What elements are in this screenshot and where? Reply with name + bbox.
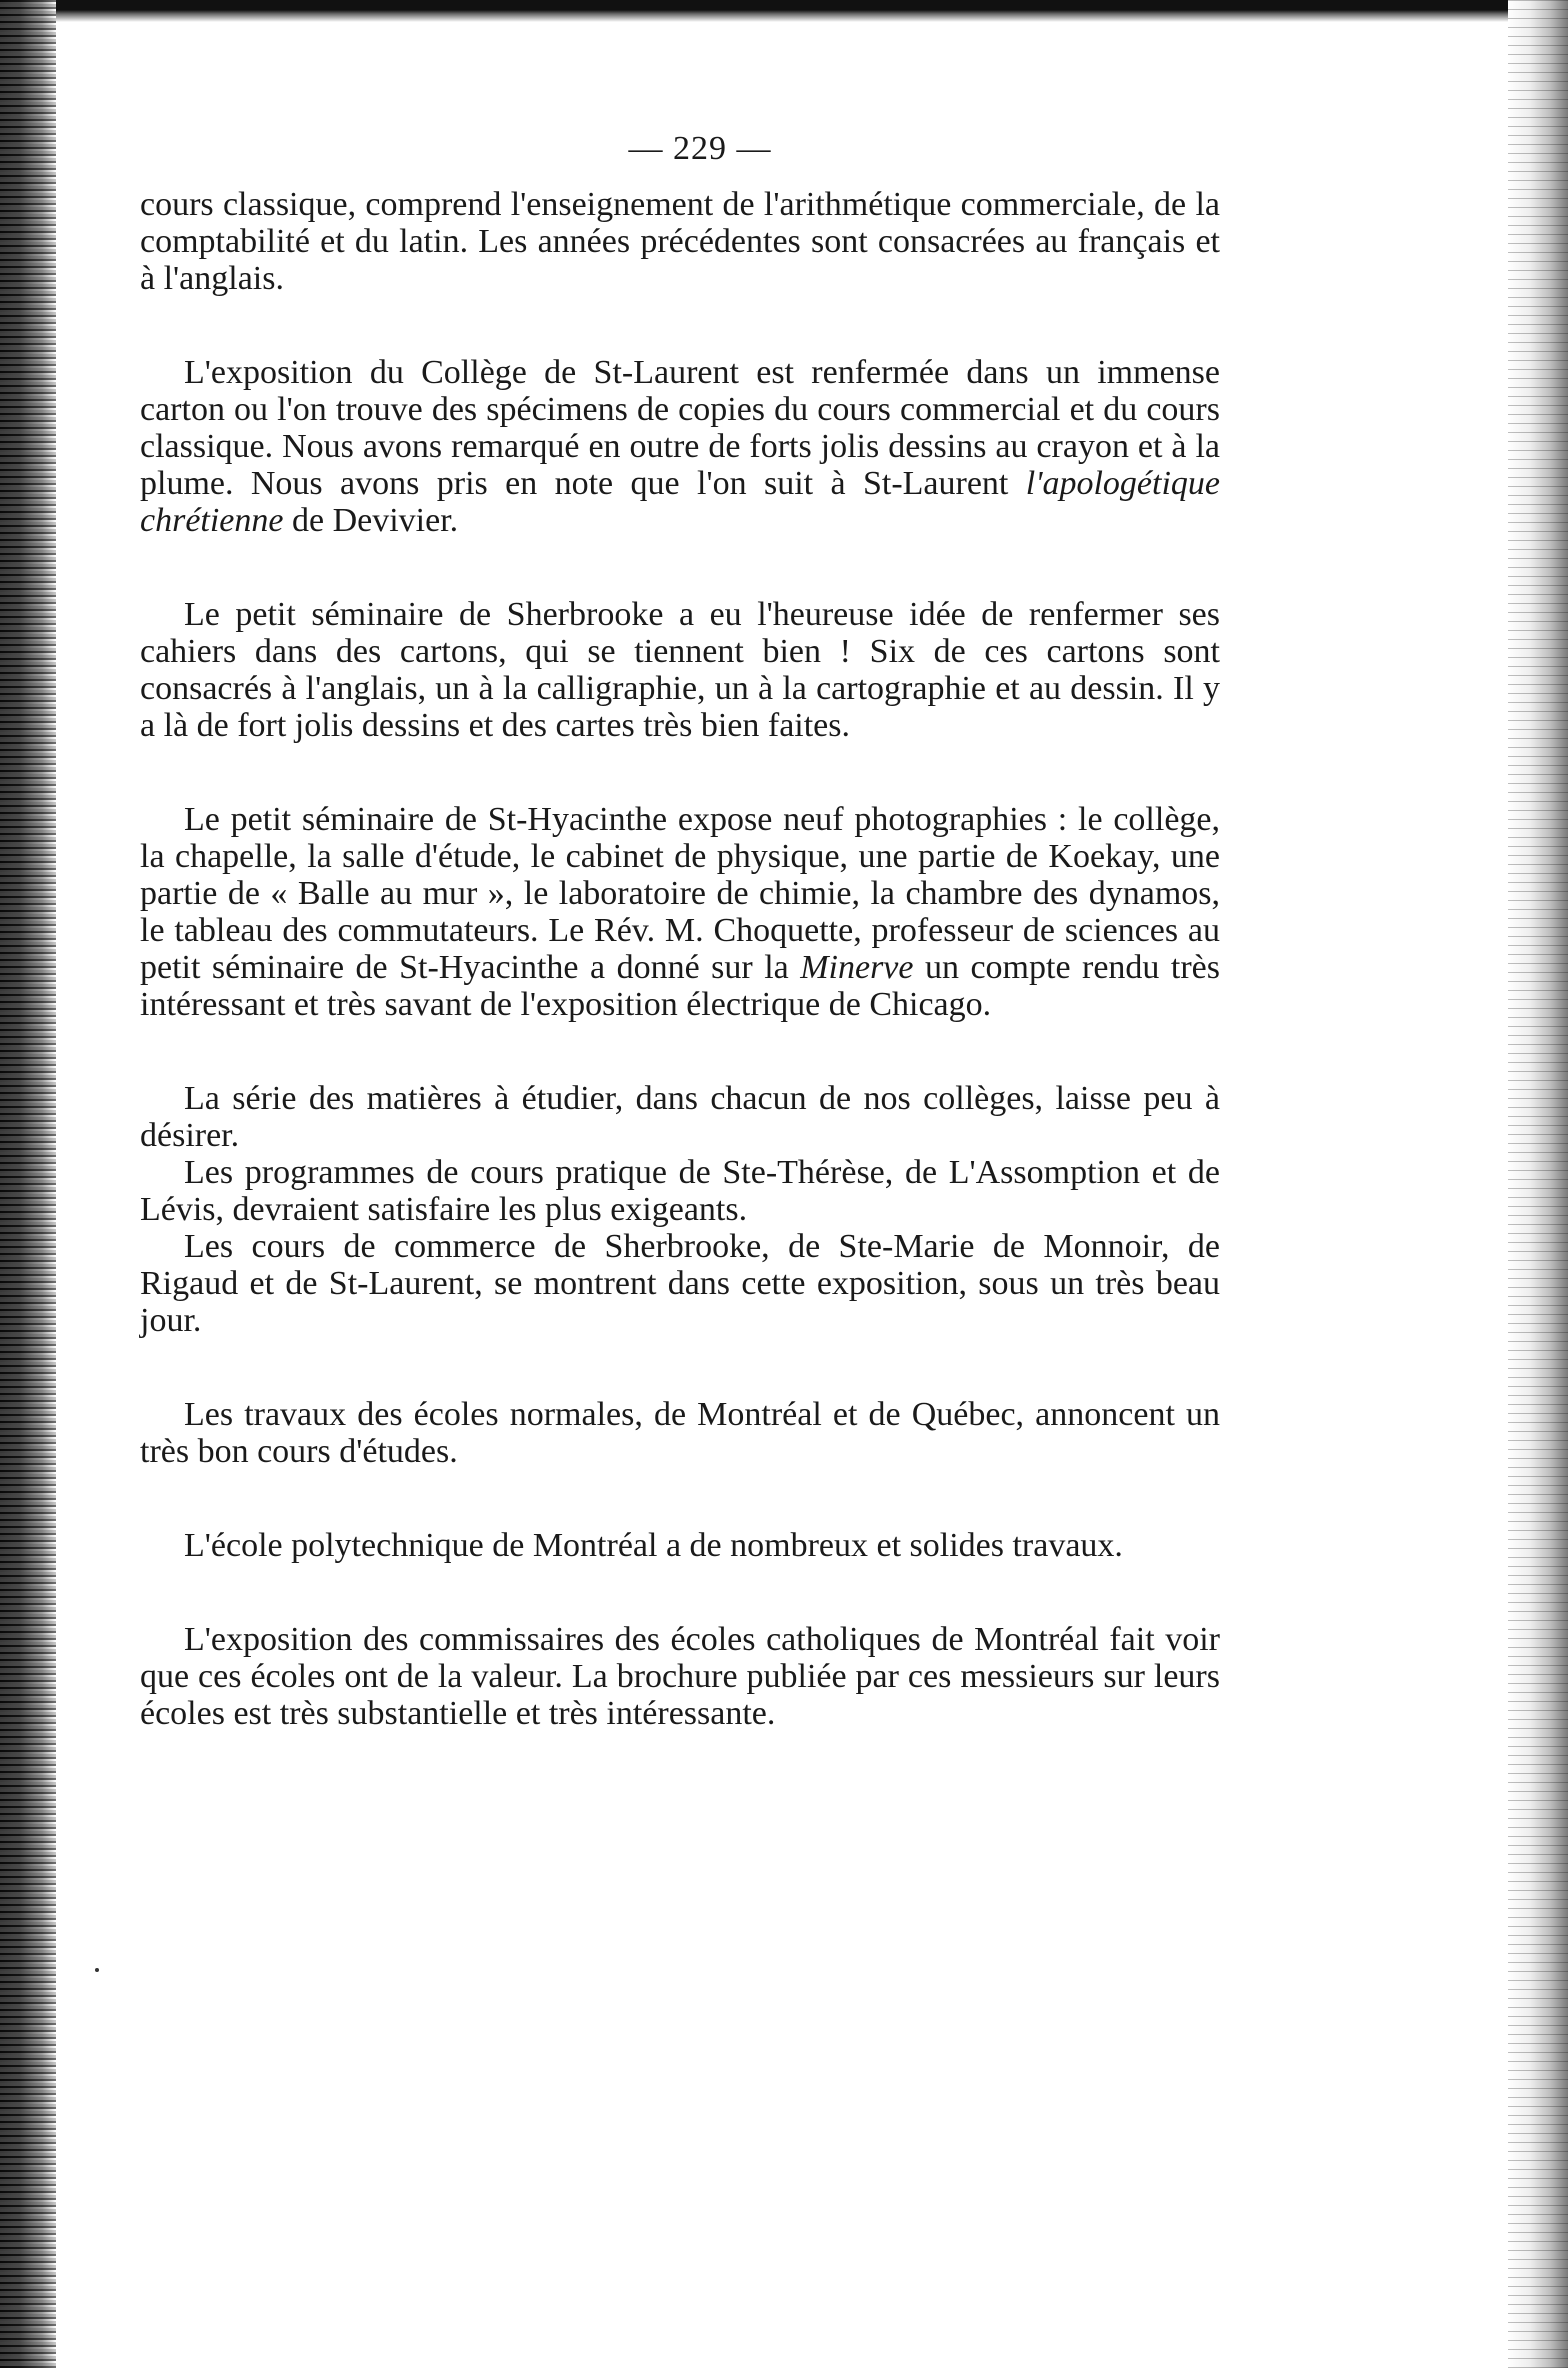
paragraph-text: Les programmes de cours pratique de Ste-Thérèse, de L'Assomption et de Lévis, devraient satisfaire les plus exigeants. <box>140 1154 1220 1228</box>
paragraph-sherbrooke <box>140 596 1220 744</box>
paragraph-text: un compte rendu très intéressant et très savant de l'exposition électrique de Chicago. <box>140 949 1221 1023</box>
scan-speck <box>95 1968 99 1972</box>
paragraph-text: La série des matières à étudier, dans chacun de nos collèges, laisse peu à désirer. <box>140 1080 1220 1154</box>
paragraph-italic-title: Minerve <box>800 949 914 986</box>
paragraph-text: Le petit séminaire de Sherbrooke a eu l'heureuse idée de renfermer ses cahiers dans des cartons, qui se tiennent bien ! Six de ces cartons sont consacrés à l'anglais, un à la calligraphie, un à la cartographie et au dessin. Il y a là de fort jolis dessins et des cartes très bien faites. <box>140 596 1220 744</box>
paragraph-text: de Devivier. <box>283 502 459 539</box>
paragraph-st-laurent <box>140 354 1220 539</box>
paragraph-text: Le petit séminaire de St-Hyacinthe expose neuf photographies : le collège, la chapelle, la salle d'étude, le cabinet de physique, une partie de Koekay, une partie de « Balle au mur », le laboratoire de chimie, la chambre des dynamos, le tableau des commutateurs. Le Rév. M. Choquette, professeur de sciences au petit séminaire de St-Hyacinthe a donné sur la <box>140 801 1220 986</box>
page-number: — 229 — <box>628 130 772 167</box>
paragraph-programmes <box>140 1154 1220 1228</box>
document-page <box>140 130 1220 1732</box>
paragraph-polytechnique <box>140 1527 1220 1564</box>
paragraph-text: L'exposition du Collège de St-Laurent est renfermée dans un immense carton ou l'on trouve des spécimens de copies du cours commercial et du cours classique. Nous avons remarqué en outre de forts jolis dessins au crayon et à la plume. Nous avons pris en note que l'on suit à St-Laurent <box>140 354 1220 502</box>
paragraph-text: L'école polytechnique de Montréal a de nombreux et solides travaux. <box>184 1527 1123 1564</box>
paragraph-text: Les cours de commerce de Sherbrooke, de Ste-Marie de Monnoir, de Rigaud et de St-Laurent, se montrent dans cette exposition, sous un très beau jour. <box>140 1228 1220 1339</box>
paragraph-serie-matieres <box>140 1080 1220 1154</box>
paragraph-st-hyacinthe <box>140 801 1220 1023</box>
paragraph-commissaires <box>140 1621 1220 1732</box>
scan-top-edge <box>0 0 1568 22</box>
paragraph-ecoles-normales <box>140 1396 1220 1470</box>
paragraph-text: Les travaux des écoles normales, de Montréal et de Québec, annoncent un très bon cours d'études. <box>140 1396 1220 1470</box>
paragraph-text: cours classique, comprend l'enseignement de l'arithmétique commerciale, de la comptabilité et du latin. Les années précédentes sont consacrées au français et à l'anglais. <box>140 186 1220 297</box>
paragraph-text: L'exposition des commissaires des écoles catholiques de Montréal fait voir que ces écoles ont de la valeur. La brochure publiée par ces messieurs sur leurs écoles est très substantielle et très intéressante. <box>140 1621 1220 1732</box>
paragraph-cours-classique <box>140 186 1220 297</box>
scan-right-edge <box>1508 0 1568 2368</box>
paragraph-italic-title: l'apologétique chrétienne <box>140 465 1220 539</box>
paragraph-cours-commerce <box>140 1228 1220 1339</box>
scan-binding-edge <box>0 0 56 2368</box>
